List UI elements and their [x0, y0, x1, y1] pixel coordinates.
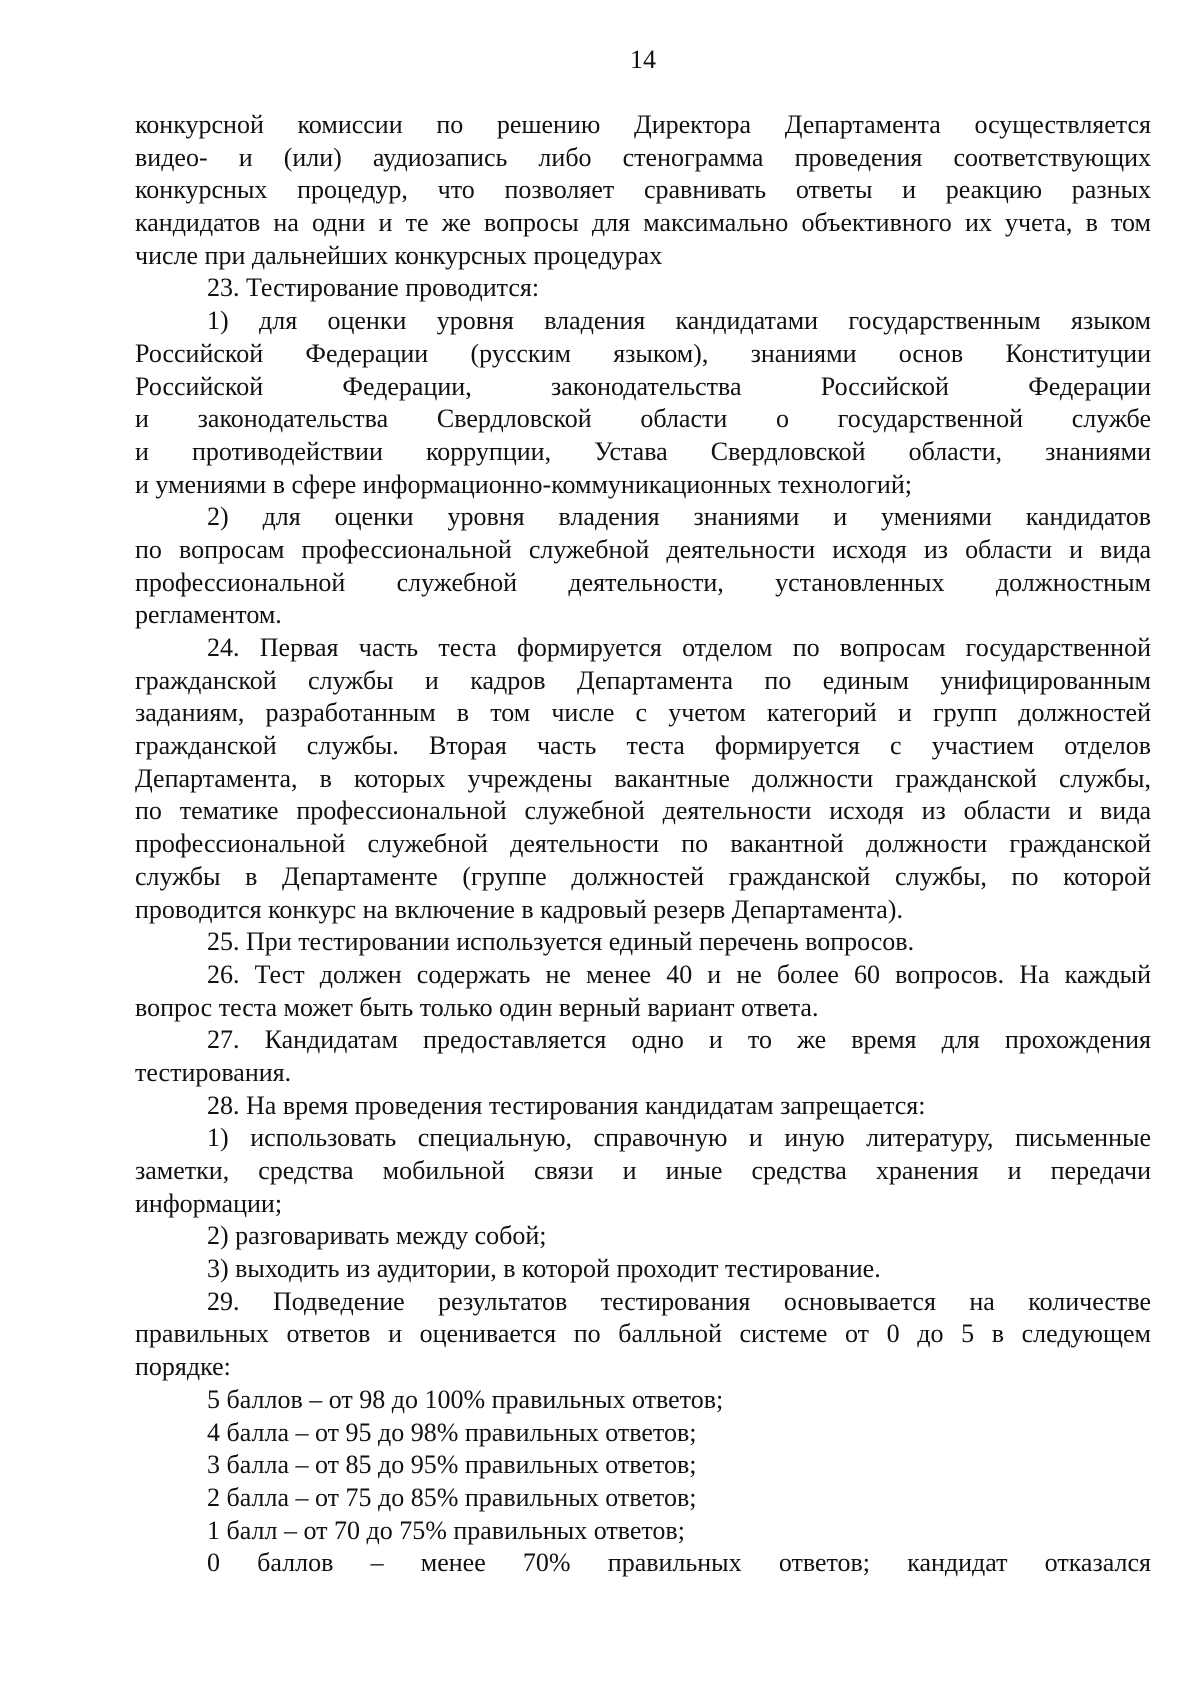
text-line: 1 балл – от 70 до 75% правильных ответов;	[207, 1515, 685, 1545]
text-line: 2 балла – от 75 до 85% правильных ответов;	[207, 1482, 697, 1512]
text-line: проводится конкурс на включение в кадровый резерв Департамента).	[135, 894, 903, 924]
text-line: числе при дальнейших конкурсных процедурах	[135, 240, 663, 270]
body-text	[135, 109, 1151, 1580]
text-line: гражданской службы. Вторая часть теста формируется с участием отделов	[135, 731, 1151, 761]
text-line: 1) использовать специальную, справочную и иную литературу, письменные	[207, 1123, 1151, 1153]
text-line: и умениями в сфере информационно-коммуникационных технологий;	[135, 469, 912, 499]
text-line: 24. Первая часть теста формируется отделом по вопросам государственной	[207, 633, 1151, 662]
text-line: вопрос теста может быть только один верный вариант ответа.	[135, 992, 819, 1022]
text-line: конкурсной комиссии по решению Директора Департамента осуществляется	[135, 110, 1151, 139]
text-line: заметки, средства мобильной связи и иные средства хранения и передачи	[135, 1156, 1151, 1185]
text-line: регламентом.	[135, 600, 282, 630]
text-line: информации;	[135, 1188, 283, 1218]
text-line: 29. Подведение результатов тестирования основывается на количестве	[207, 1286, 1151, 1316]
text-line: видео- и (или) аудиозапись либо стенограмма проведения соответствующих	[135, 142, 1151, 172]
text-line: 28. На время проведения тестирования кандидатам запрещается:	[207, 1090, 926, 1120]
text-line: Российской Федерации, законодательства Российской Федерации	[135, 371, 1151, 401]
text-line: 1) для оценки уровня владения кандидатами государственным языком	[207, 306, 1151, 336]
text-line: Департамента, в которых учреждены вакантные должности гражданской службы,	[135, 763, 1151, 793]
text-line: 26. Тест должен содержать не менее 40 и не более 60 вопросов. На каждый	[207, 959, 1151, 989]
text-line: по тематике профессиональной служебной деятельности исходя из области и вида	[135, 796, 1151, 826]
text-line: гражданской службы и кадров Департамента по единым унифицированным	[135, 665, 1151, 695]
text-line: 2) разговаривать между собой;	[207, 1221, 547, 1251]
text-line: службы в Департаменте (группе должностей гражданской службы, по которой	[135, 861, 1151, 891]
text-line: правильных ответов и оценивается по балльной системе от 0 до 5 в следующем	[135, 1319, 1151, 1349]
text-line: порядке:	[135, 1352, 231, 1382]
text-line: 27. Кандидатам предоставляется одно и то же время для прохождения	[207, 1025, 1151, 1055]
text-line: 0 баллов – менее 70% правильных ответов; кандидат отказался	[207, 1548, 1151, 1578]
text-line: профессиональной служебной деятельности, установленных должностным	[135, 567, 1151, 597]
text-line: заданиям, разработанным в том числе с учетом категорий и групп должностей	[135, 698, 1151, 728]
text-line: профессиональной служебной деятельности по вакантной должности гражданской	[135, 829, 1151, 859]
text-line: Российской Федерации (русским языком), знаниями основ Конституции	[135, 338, 1151, 368]
page-number: 14	[630, 45, 656, 74]
text-line: кандидатов на одни и те же вопросы для максимально объективного их учета, в том	[135, 208, 1151, 238]
text-line: 3 балла – от 85 до 95% правильных ответов;	[207, 1450, 697, 1480]
text-line: 4 балла – от 95 до 98% правильных ответов;	[207, 1417, 697, 1447]
text-line: 2) для оценки уровня владения знаниями и умениями кандидатов	[207, 502, 1151, 532]
text-line: тестирования.	[135, 1057, 292, 1087]
text-line: 23. Тестирование проводится:	[207, 273, 540, 303]
text-line: конкурсных процедур, что позволяет сравнивать ответы и реакцию разных	[135, 175, 1151, 205]
text-line: 3) выходить из аудитории, в которой проходит тестирование.	[207, 1254, 881, 1284]
text-line: 5 баллов – от 98 до 100% правильных ответов;	[207, 1384, 724, 1414]
text-line: 25. При тестировании используется единый перечень вопросов.	[207, 927, 915, 957]
text-line: и противодействии коррупции, Устава Свердловской области, знаниями	[135, 436, 1151, 466]
text-line: по вопросам профессиональной служебной деятельности исходя из области и вида	[135, 534, 1151, 564]
text-line: и законодательства Свердловской области о государственной службе	[135, 404, 1151, 434]
